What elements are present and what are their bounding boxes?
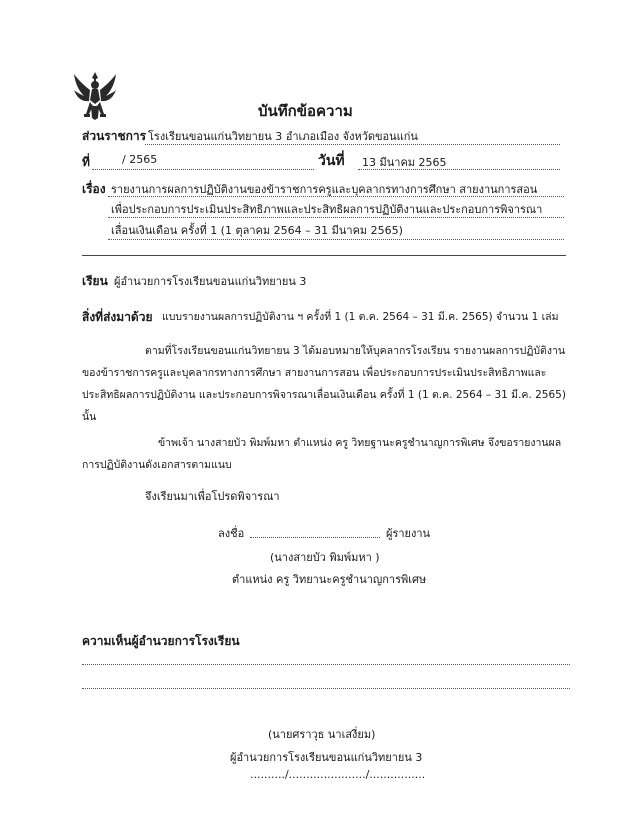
director-position: ผู้อำนวยการโรงเรียนขอนแก่นวิทยายน 3 bbox=[230, 751, 423, 764]
date-dotted-line bbox=[358, 169, 560, 170]
signature-dotted-line bbox=[250, 537, 380, 538]
attachment-label: สิ่งที่ส่งมาด้วย bbox=[82, 310, 153, 324]
agency-value: โรงเรียนขอนแก่นวิทยายน 3 อำเภอเมือง จังหวัดขอนแก่น bbox=[148, 130, 418, 143]
agency-label: ส่วนราชการ bbox=[82, 129, 147, 143]
ref-value: / 2565 bbox=[122, 153, 158, 166]
subject-line-3: เลื่อนเงินเดือน ครั้งที่ 1 (1 ตุลาคม 2564 – 31 มีนาคม 2565) bbox=[111, 224, 403, 237]
director-opinion-label: ความเห็นผู้อำนวยการโรงเรียน bbox=[82, 634, 240, 648]
body-para2-line-2: การปฏิบัติงานดังเอกสารตามแนบ bbox=[82, 459, 232, 471]
sign-label: ลงชื่อ bbox=[218, 527, 245, 540]
body-para2-line-1: ข้าพเจ้า นางสายบัว พิมพ์มหา ตำแหน่ง ครู วิทยฐานะครูชำนาญการพิเศษ จึงขอรายงานผล bbox=[158, 437, 562, 449]
director-date-line: ........../....................../................ bbox=[250, 768, 426, 781]
subject-label: เรื่อง bbox=[82, 182, 106, 196]
director-name: (นายศราวุธ นาเสงี่ยม) bbox=[268, 728, 376, 741]
opinion-dotted-line-2 bbox=[82, 688, 570, 689]
subject-dotted-line-1 bbox=[108, 196, 564, 197]
header-divider bbox=[82, 255, 566, 256]
date-value: 13 มีนาคม 2565 bbox=[362, 156, 447, 169]
opinion-dotted-line-1 bbox=[82, 664, 570, 665]
subject-dotted-line-3 bbox=[108, 239, 564, 240]
memo-title: บันทึกข้อความ bbox=[258, 102, 353, 120]
reporter-position: ตำแหน่ง ครู วิทยานะครูชำนาญการพิเศษ bbox=[232, 573, 427, 586]
garuda-emblem-icon bbox=[72, 70, 118, 122]
subject-line-1: รายงานการผลการปฏิบัติงานของข้าราชการครูและบุคลากรทางการศึกษา สายงานการสอน bbox=[111, 183, 538, 196]
body-para1-line-4: นั้น bbox=[82, 411, 97, 423]
agency-dotted-line bbox=[145, 144, 560, 145]
body-para1-line-1: ตามที่โรงเรียนขอนแก่นวิทยายน 3 ได้มอบหมายให้บุคลากรโรงเรียน รายงานผลการปฏิบัติงาน bbox=[145, 345, 566, 357]
subject-dotted-line-2 bbox=[108, 217, 564, 218]
reporter-name: (นางสายบัว พิมพ์มหา ) bbox=[270, 551, 380, 564]
closing-text: จึงเรียนมาเพื่อโปรดพิจารณา bbox=[145, 490, 280, 503]
attachment-text: แบบรายงานผลการปฏิบัติงาน ฯ ครั้งที่ 1 (1 ต.ค. 2564 – 31 มี.ค. 2565) จำนวน 1 เล่ม bbox=[162, 311, 559, 323]
reporter-label: ผู้รายงาน bbox=[386, 527, 431, 540]
body-para1-line-3: ประสิทธิผลการปฏิบัติงาน และประกอบการพิจารณาเลื่อนเงินเดือน ครั้งที่ 1 (1 ต.ค. 2564 – 31 มี.ค. 2565) bbox=[82, 389, 566, 401]
salutation-to: ผู้อำนวยการโรงเรียนขอนแก่นวิทยายน 3 bbox=[114, 275, 307, 288]
ref-dotted-line bbox=[92, 169, 314, 170]
subject-line-2: เพื่อประกอบการประเมินประสิทธิภาพและประสิทธิผลการปฏิบัติงานและประกอบการพิจารณา bbox=[111, 203, 543, 216]
salutation-label: เรียน bbox=[82, 274, 108, 288]
ref-label: ที่ bbox=[82, 155, 90, 169]
date-label: วันที่ bbox=[318, 153, 345, 169]
body-para1-line-2: ของข้าราชการครูและบุคลากรทางการศึกษา สายงานการสอน เพื่อประกอบการประเมินประสิทธิภาพและ bbox=[82, 367, 547, 379]
